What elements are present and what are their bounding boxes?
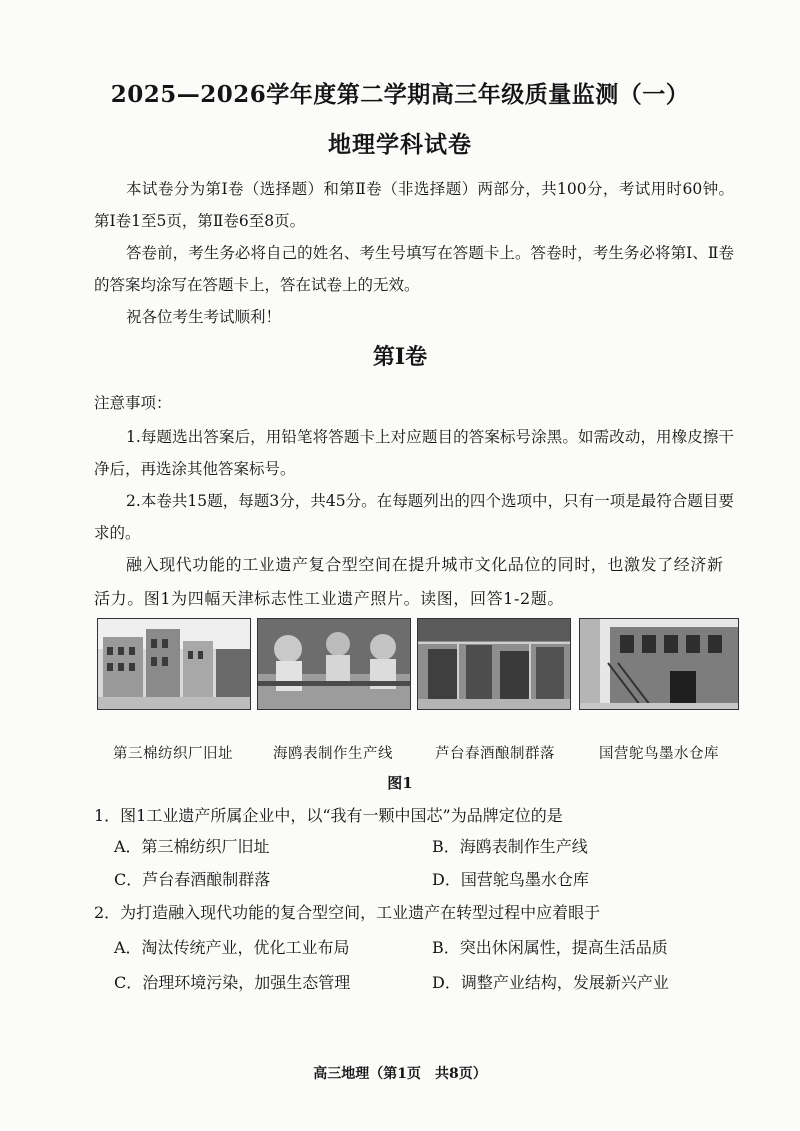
notice-item-2: 2.本卷共15题，每题3分，共45分。在每题列出的四个选项中，只有一项是最符合题目要求的。 bbox=[94, 492, 734, 542]
question-2-option-b: B．突出休闲属性，提高生活品质 bbox=[432, 938, 668, 957]
question-2-option-c: C．治理环境污染，加强生态管理 bbox=[114, 973, 351, 992]
question-1-option-d: D．国营鸵鸟墨水仓库 bbox=[432, 870, 589, 889]
question-2-stem: 2．为打造融入现代功能的复合型空间，工业遗产在转型过程中应着眼于 bbox=[94, 903, 601, 922]
intro-paragraph-1: 本试卷分为第Ⅰ卷（选择题）和第Ⅱ卷（非选择题）两部分，共100分，考试用时60钟。第Ⅰ卷1至5页，第Ⅱ卷6至8页。 bbox=[94, 180, 734, 230]
question-2-option-d: D．调整产业结构，发展新兴产业 bbox=[432, 973, 669, 992]
page-footer: 高三地理（第1页 共8页） bbox=[313, 1066, 487, 1082]
question-1-option-c: C．芦台春酒酿制群落 bbox=[114, 870, 271, 889]
caption-cotton-mill: 第三棉纺织厂旧址 bbox=[113, 746, 233, 762]
photo-cotton-mill bbox=[97, 618, 251, 710]
caption-watch-line: 海鸥表制作生产线 bbox=[273, 746, 393, 762]
intro-paragraph-3: 祝各位考生考试顺利！ bbox=[126, 308, 282, 326]
photo-watch-line bbox=[257, 618, 411, 710]
question-1-option-b: B．海鸥表制作生产线 bbox=[432, 837, 588, 856]
question-1-stem: 1．图1工业遗产所属企业中，以“我有一颗中国芯”为品牌定位的是 bbox=[94, 806, 563, 825]
question-group-stem: 融入现代功能的工业遗产复合型空间在提升城市文化品位的同时，也激发了经济新活力。图1为四幅天津标志性工业遗产照片。读图，回答1-2题。 bbox=[94, 555, 724, 608]
question-2-option-a: A．淘汰传统产业，优化工业布局 bbox=[114, 938, 350, 957]
figure-1-captions bbox=[97, 742, 737, 764]
caption-ink-warehouse: 国营鸵鸟墨水仓库 bbox=[599, 746, 719, 762]
figure-label: 图1 bbox=[387, 774, 413, 792]
exam-subtitle: 地理学科试卷 bbox=[328, 131, 472, 158]
caption-liquor-brewery: 芦台春酒酿制群落 bbox=[435, 746, 555, 762]
notice-item-1: 1.每题选出答案后，用铅笔将答题卡上对应题目的答案标号涂黑。如需改动，用橡皮擦干净后，再选涂其他答案标号。 bbox=[94, 428, 734, 478]
intro-paragraph-2: 答卷前，考生务必将自己的姓名、考生号填写在答题卡上。答卷时，考生务必将第Ⅰ、Ⅱ卷的答案均涂写在答题卡上，答在试卷上的无效。 bbox=[94, 244, 734, 294]
figure-1-photos bbox=[97, 618, 737, 708]
photo-liquor-brewery bbox=[417, 618, 571, 710]
question-1-option-a: A．第三棉纺织厂旧址 bbox=[114, 837, 270, 856]
photo-ink-warehouse bbox=[579, 618, 739, 710]
notice-heading: 注意事项： bbox=[94, 394, 172, 412]
section-title: 第Ⅰ卷 bbox=[372, 344, 428, 370]
exam-title: 2025—2026学年度第二学期高三年级质量监测（一） bbox=[110, 81, 690, 108]
